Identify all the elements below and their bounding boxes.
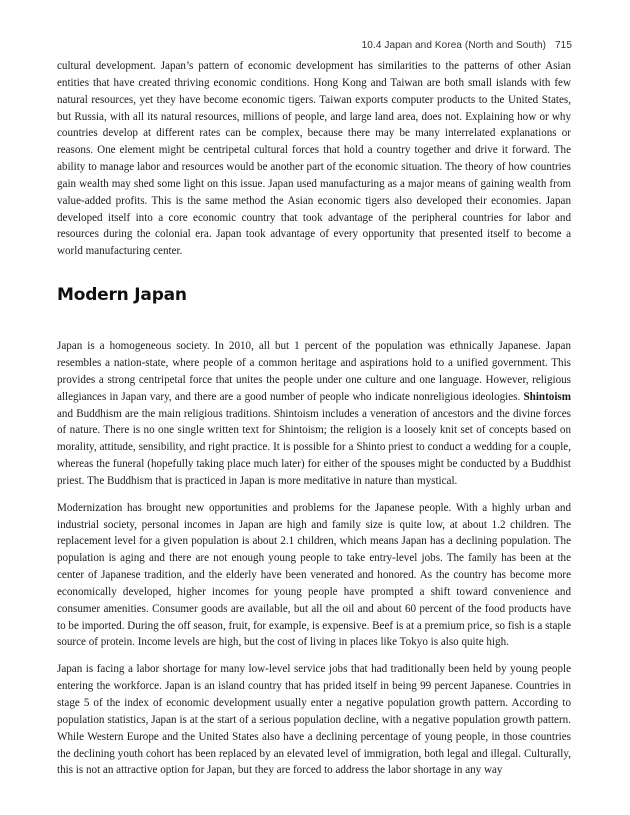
paragraph-labor-shortage: Japan is facing a labor shortage for many low-level service jobs that had traditionally been held by young people entering the workforce. Japan is an island country that has prided itself in being 99 percent Japanese. Countries in stage 5 of the index of economic development usually enter a negative population growth pattern. According to population statistics, Japan is at the start of a serious population decline, with a negative population growth pattern. While Western Europe and the United States also have a declining percentage of young people, in those countries the declining youth cohort has been replaced by an elevated level of immigration, both legal and illegal. Culturally, this is not an attractive option for Japan, but they are forced to address the labor shortage in any way xyxy=(57,663,571,777)
body-text xyxy=(57,58,571,789)
running-header xyxy=(362,40,572,51)
key-term-shintoism: Shintoism xyxy=(523,390,571,403)
running-header-section-title: 10.4 Japan and Korea (North and South) xyxy=(361,40,547,51)
paragraph-modernization: Modernization has brought new opportunities and problems for the Japanese people. With a highly urban and industrial society, personal incomes in Japan are high and family size is quite low, at about 1.2 children. The replacement level for a given population is about 2.1 children, which means Japan has a declining population. The population is aging and there are not enough young people to take entry-level jobs. The family has been at the center of Japanese tradition, and the elderly have been venerated and honored. As the country has become more economically developed, higher incomes for young people have prompted a shift toward convenience and consumer amenities. Consumer goods are available, but all the oil and about 60 percent of the food products have to be imported. During the off season, fruit, for example, is expensive. Beef is at a premium price, so fish is a staple source of protein. Income levels are high, but the cost of living in places like Tokyo is also quite high. xyxy=(57,501,571,649)
intro-paragraph: cultural development. Japan’s pattern of economic development has similarities to the patterns of other Asian entities that have created thriving economic conditions. Hong Kong and Taiwan are both small islands with few natural resources, yet they have become economic tigers. Taiwan exports computer products to the United States, but Russia, with all its natural resources, millions of people, and large land area, does not. Explaining how or why countries develop at different rates can be complex, because there may be many interrelated explanations or reasons. One element might be centripetal cultural forces that hold a country together and drive it forward. The ability to manage labor and resources would be another part of the economic situation. The theory of how countries gain wealth may shed some light on this issue. Japan used manufacturing as a major means of gaining wealth from value-added profits. This is the same method the Asian economic tigers also developed their economies. Japan developed itself into a core economic country that took advantage of the peripheral countries for labor and resources during the colonial era. Japan took advantage of every opportunity that presented itself to become a world manufacturing center. xyxy=(57,60,571,258)
paragraph-religion-text-after: and Buddhism are the main religious traditions. Shintoism includes a veneration of ancestors and the divine forces of nature. There is no one single written text for Shintoism; the religion is a loosely knit set of concepts based on morality, attitude, sensibility, and right practice. It is possible for a Shinto priest to conduct a wedding for a couple, whereas the funeral (hopefully taking place much later) for either of the spouses might be conducted by a Buddhist priest. The Buddhism that is practiced in Japan is more meditative in nature than mystical. xyxy=(57,407,571,487)
paragraph-religion xyxy=(57,338,571,490)
paragraph-religion-text-before: Japan is a homogeneous society. In 2010, all but 1 percent of the population was ethnically Japanese. Japan resembles a nation-state, where people of a common heritage and aspirations hold to a unified government. This provides a strong centripetal force that unites the people under one culture and one language. However, religious allegiances in Japan vary, and there are a good number of people who indicate nonreligious ideologies. xyxy=(57,340,571,403)
section-heading: Modern Japan xyxy=(57,285,187,306)
page-number: 715 xyxy=(555,40,572,51)
